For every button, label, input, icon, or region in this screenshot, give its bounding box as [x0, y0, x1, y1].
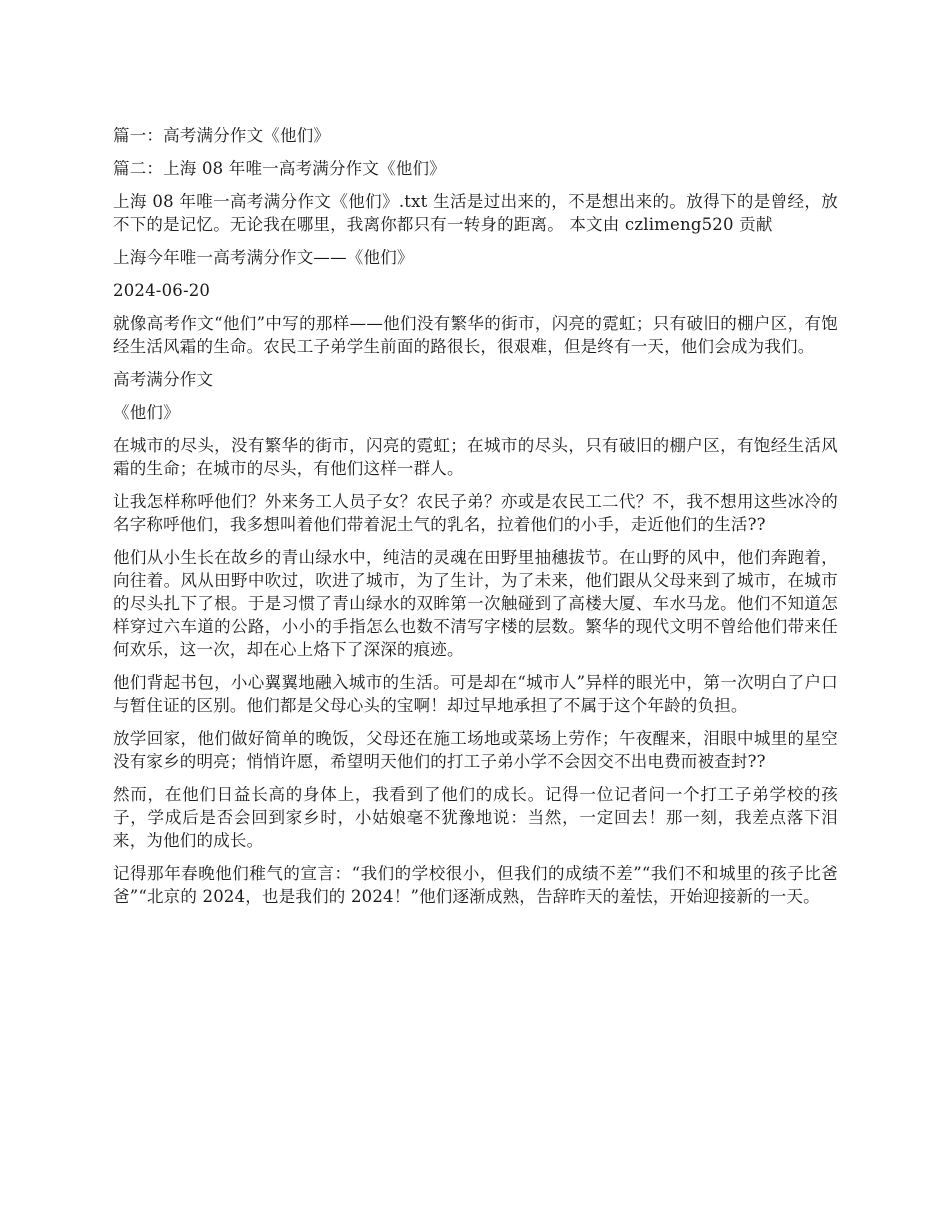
intro-paragraph: 上海 08 年唯一高考满分作文《他们》.txt 生活是过出来的，不是想出来的。放得下的是曾经，放不下的是记忆。无论我在哪里，我离你都只有一转身的距离。 本文由 czlimeng520 贡献: [113, 192, 838, 234]
section-heading-2: 篇二：上海 08 年唯一高考满分作文《他们》: [113, 159, 446, 178]
essay-title: 《他们》: [113, 403, 180, 422]
body-paragraph: 放学回家，他们做好简单的晚饭，父母还在施工场地或菜场上劳作；午夜醒来，泪眼中城里的星空没有家乡的明亮；悄悄许愿，希望明天他们的打工子弟小学不会因交不出电费而被查封??: [113, 729, 838, 771]
summary-paragraph: 就像高考作文“他们”中写的那样——他们没有繁华的街市，闪亮的霓虹；只有破旧的棚户区，有饱经生活风霜的生命。农民工子弟学生前面的路很长，很艰难，但是终有一天，他们会成为我们。: [113, 314, 838, 356]
article-date: 2024-06-20: [113, 281, 211, 300]
article-title: 上海今年唯一高考满分作文——《他们》: [113, 248, 414, 267]
body-paragraph: 让我怎样称呼他们？外来务工人员子女？农民子弟？亦或是农民工二代？不，我不想用这些冰冷的名字称呼他们，我多想叫着他们带着泥土气的乳名，拉着他们的小手，走近他们的生活??: [113, 492, 838, 534]
body-paragraph: 他们背起书包，小心翼翼地融入城市的生活。可是却在“城市人”异样的眼光中，第一次明白了户口与暂住证的区别。他们都是父母心头的宝啊！却过早地承担了不属于这个年龄的负担。: [113, 673, 838, 715]
body-paragraph: 记得那年春晚他们稚气的宣言：“我们的学校很小，但我们的成绩不差”“我们不和城里的孩子比爸爸”“北京的 2024，也是我们的 2024！”他们逐渐成熟，告辞昨天的羞怯，开始迎接新的一天。: [113, 864, 838, 906]
essay-label: 高考满分作文: [113, 370, 214, 389]
body-paragraph: 他们从小生长在故乡的青山绿水中，纯洁的灵魂在田野里抽穗拔节。在山野的风中，他们奔跑着，向往着。风从田野中吹过，吹进了城市，为了生计，为了未来，他们跟从父母来到了城市，在城市的尽头扎下了根。于是习惯了青山绿水的双眸第一次触碰到了高楼大厦、车水马龙。他们不知道怎样穿过六车道的公路，小小的手指怎么也数不清写字楼的层数。繁华的现代文明不曾给他们带来任何欢乐，这一次，却在心上烙下了深深的痕迹。: [113, 548, 838, 659]
body-paragraph: 在城市的尽头，没有繁华的街市，闪亮的霓虹；在城市的尽头，只有破旧的棚户区，有饱经生活风霜的生命；在城市的尽头，有他们这样一群人。: [113, 436, 838, 478]
section-heading-1: 篇一：高考满分作文《他们》: [113, 126, 331, 145]
body-paragraph: 然而，在他们日益长高的身体上，我看到了他们的成长。记得一位记者问一个打工子弟学校的孩子，学成后是否会回到家乡时，小姑娘毫不犹豫地说：当然，一定回去！那一刻，我差点落下泪来，为他们的成长。: [113, 785, 838, 850]
